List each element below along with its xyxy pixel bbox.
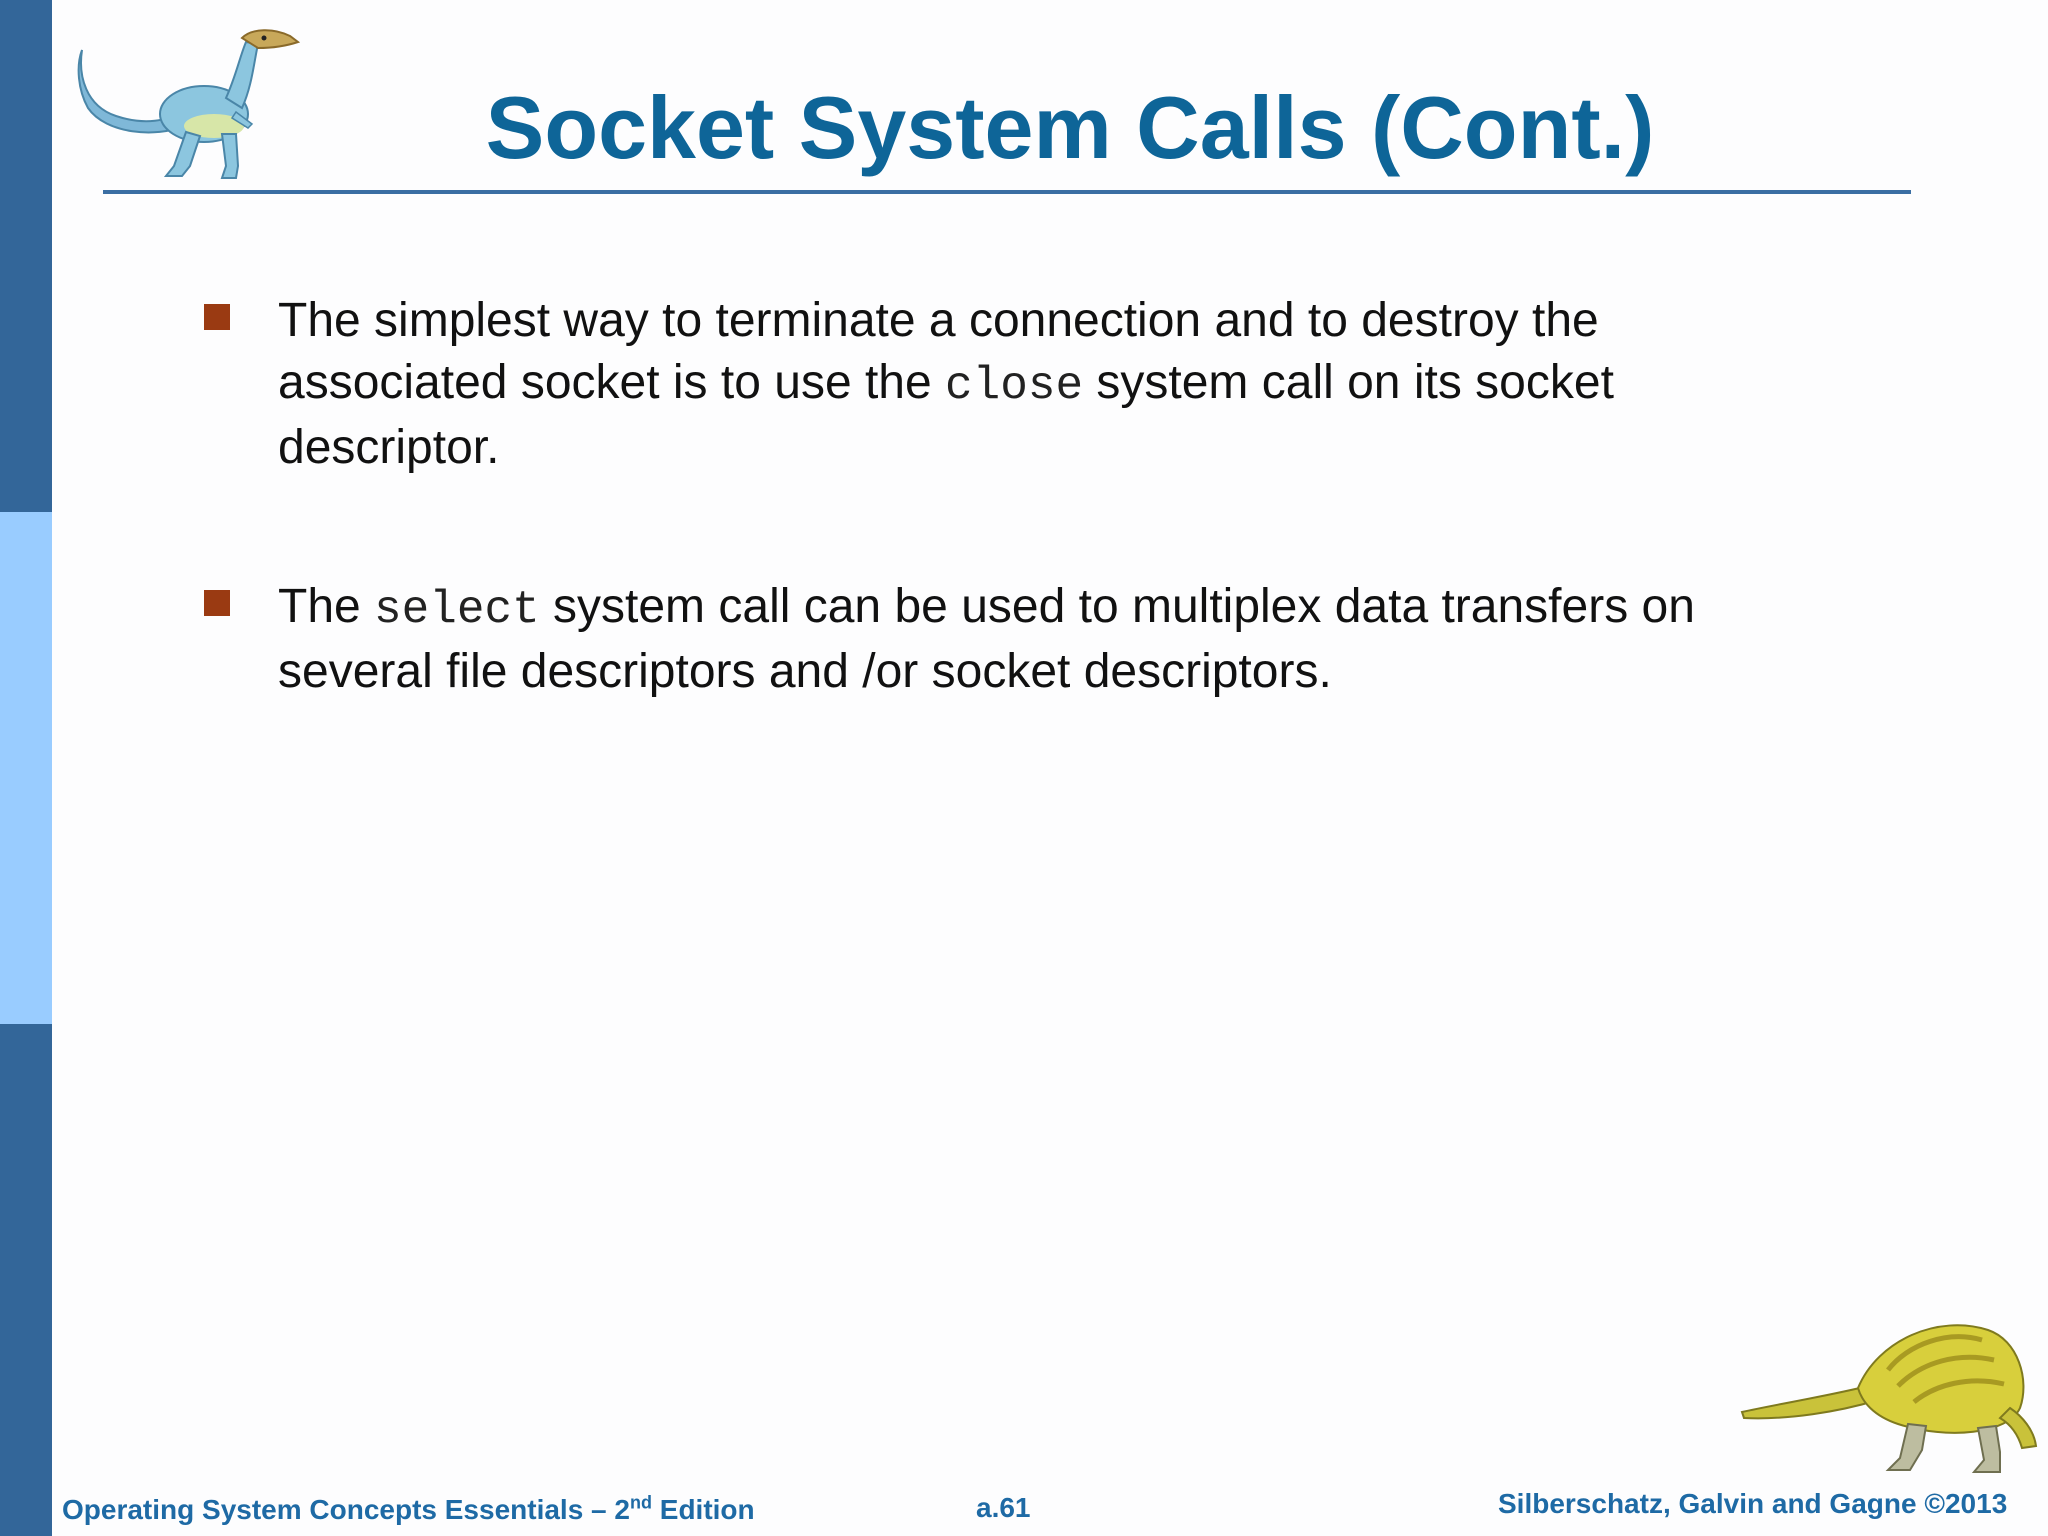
- bullet-text-before: The simplest way to terminate a connection and to destroy the associated socket is to use the: [278, 294, 1599, 409]
- side-band-bottom: [0, 1024, 52, 1536]
- dinosaur-icon: [76, 16, 316, 196]
- bullet-text: [278, 576, 1838, 703]
- footer-edition-superscript: nd: [629, 1492, 652, 1513]
- title-underline: [103, 190, 1911, 194]
- bullet-square-icon: [204, 590, 230, 616]
- bullet-text-after: system call can be used to multiplex data transfers on several file descriptors and /or socket descriptors.: [278, 580, 1695, 698]
- footer-copyright: Silberschatz, Galvin and Gagne ©2013: [1498, 1488, 2008, 1519]
- dinosaur-icon: [1738, 1300, 2038, 1490]
- footer-page-number: a.61: [976, 1492, 1031, 1523]
- footer-book-title: [62, 1494, 755, 1526]
- code-close: close: [945, 360, 1084, 412]
- bullet-text: [278, 290, 1838, 479]
- side-band-middle: [0, 512, 52, 1024]
- code-select: select: [374, 584, 540, 636]
- footer-edition-word: Edition: [651, 1494, 755, 1525]
- bullet-text-before: The: [278, 580, 375, 633]
- bullet-text-after: system call on its socket descriptor.: [278, 356, 1614, 474]
- bullet-square-icon: [204, 304, 230, 330]
- slide-title: Socket System Calls (Cont.): [485, 78, 1655, 177]
- side-band-top: [0, 0, 52, 512]
- footer-book-title-text: Operating System Concepts Essentials – 2: [62, 1494, 630, 1525]
